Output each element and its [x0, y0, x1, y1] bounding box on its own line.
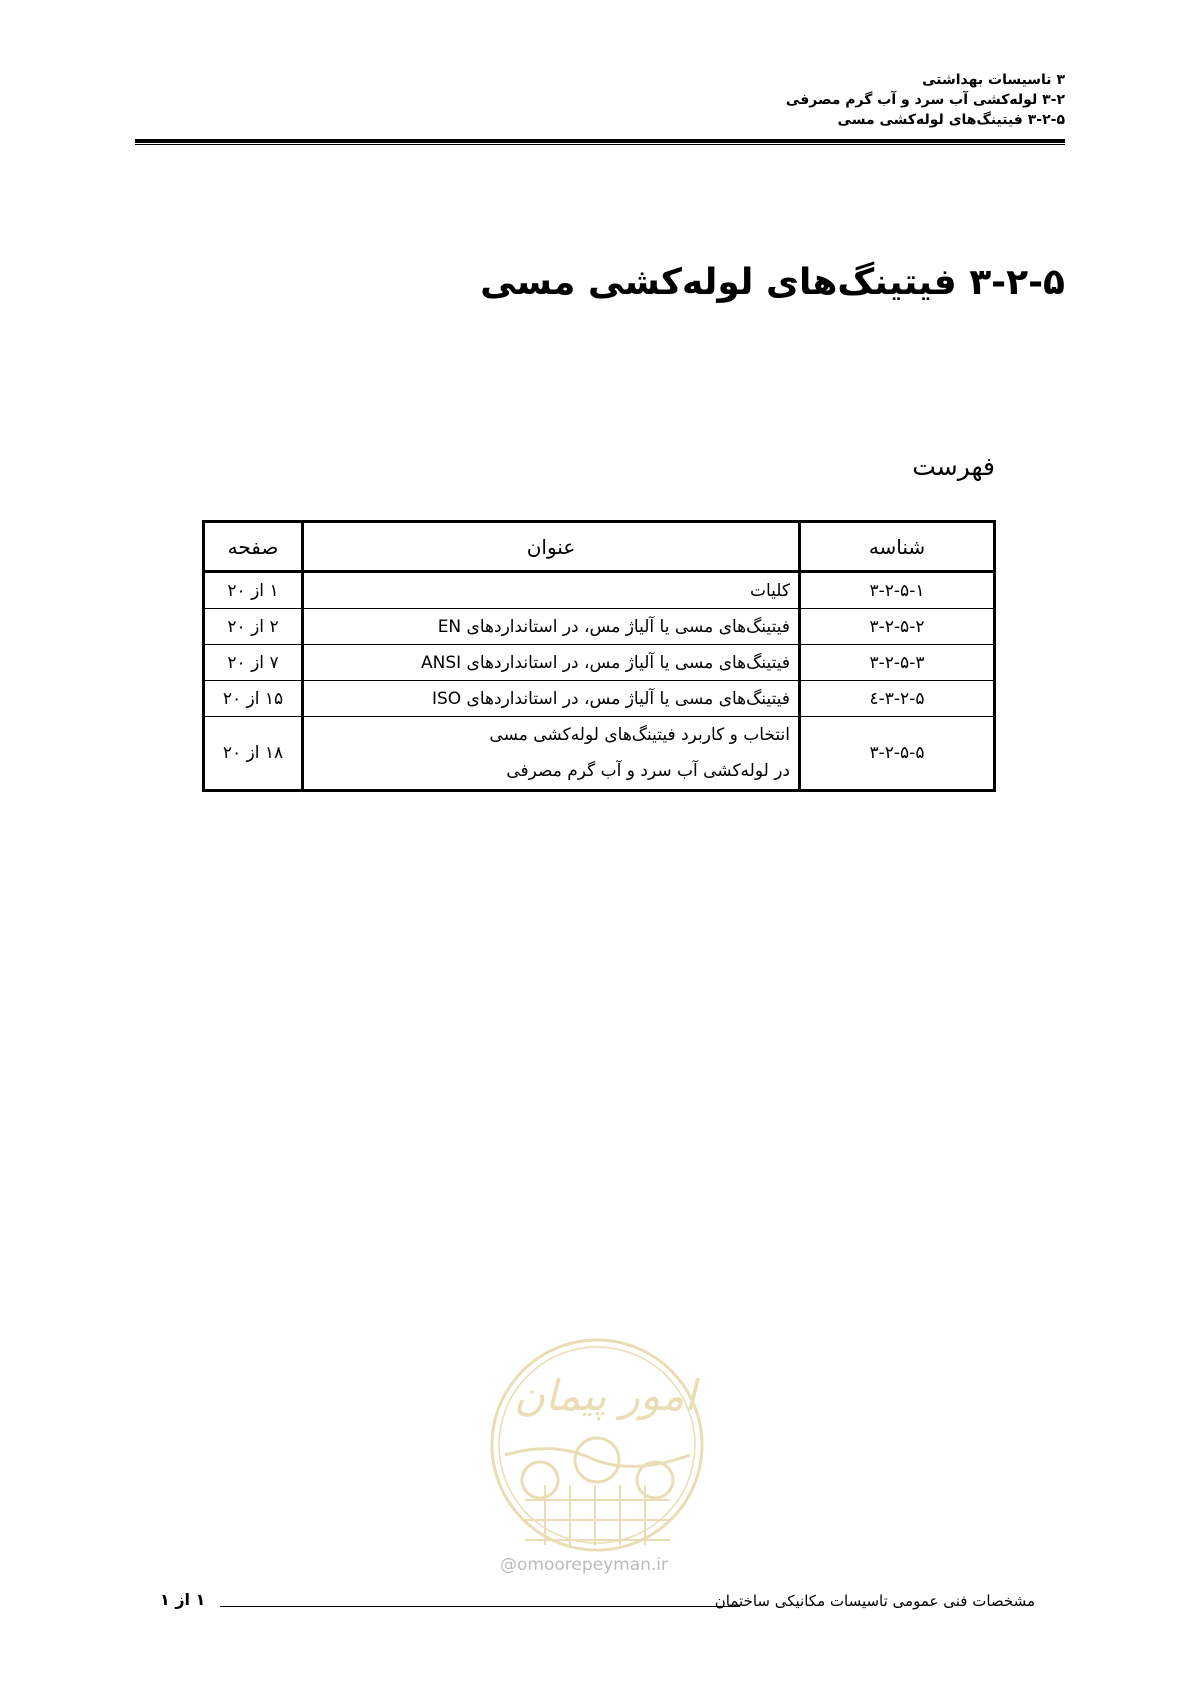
toc-row	[204, 572, 995, 609]
toc-row-id: ۳-۲-۵-۵	[800, 717, 995, 791]
toc-row-id: ۳-۲-۵-۲	[800, 609, 995, 645]
watermark-logo-text: امور پیمان	[514, 1371, 696, 1420]
footer-text: مشخصات فنی عمومی تاسیسات مکانیکی ساختمان	[714, 1592, 1035, 1610]
toc-row-page: ۱ از ۲۰	[204, 572, 303, 609]
col-header-page: صفحه	[204, 522, 303, 572]
toc-row-title: فیتینگ‌های مسی یا آلیاژ مس، در استانداردهای EN	[303, 609, 800, 645]
toc-row	[204, 645, 995, 681]
toc-row	[204, 717, 995, 791]
toc-row-id: ۳-۲-۵-۱	[800, 572, 995, 609]
toc-row-title: فیتینگ‌های مسی یا آلیاژ مس، در استانداردهای ISO	[303, 681, 800, 717]
watermark-logo	[485, 1320, 710, 1580]
running-header	[786, 70, 1065, 130]
col-header-id: شناسه	[800, 522, 995, 572]
toc-row-id: ۳-۲-۵-۳	[800, 645, 995, 681]
toc-row-id: ۳-۲-۵-٤	[800, 681, 995, 717]
toc-row-page: ۱۸ از ۲۰	[204, 717, 303, 791]
col-header-title: عنوان	[303, 522, 800, 572]
watermark-url: @omoorepeyman.ir	[500, 1555, 669, 1575]
header-rule	[135, 139, 1065, 145]
header-line-3: ۳-۲-۵ فیتینگ‌های لوله‌کشی مسی	[837, 112, 1065, 128]
toc-row-title	[303, 717, 800, 791]
footer-rule	[220, 1606, 740, 1607]
toc-row-title-line-2: در لوله‌کشی آب سرد و آب گرم مصرفی	[506, 761, 790, 781]
toc-row-page: ۲ از ۲۰	[204, 609, 303, 645]
toc-row-page: ۱۵ از ۲۰	[204, 681, 303, 717]
toc-header-row	[204, 522, 995, 572]
toc-table	[202, 520, 996, 792]
toc-row-title-line-1: انتخاب و کاربرد فیتینگ‌های لوله‌کشی مسی	[489, 725, 790, 745]
header-line-2: ۳-۲ لوله‌کشی آب سرد و آب گرم مصرفی	[785, 92, 1065, 108]
section-title: ۳-۲-۵ فیتینگ‌های لوله‌کشی مسی	[480, 262, 1065, 303]
header-line-1: ۳ تاسیسات بهداشتی	[922, 72, 1065, 88]
footer-page-number: ۱ از ۱	[160, 1590, 206, 1609]
toc-row-page: ۷ از ۲۰	[204, 645, 303, 681]
toc-heading: فهرست	[912, 452, 995, 481]
toc-row-title: کلیات	[303, 572, 800, 609]
toc-row-title: فیتینگ‌های مسی یا آلیاژ مس، در استانداردهای ANSI	[303, 645, 800, 681]
toc-row	[204, 609, 995, 645]
toc-row	[204, 681, 995, 717]
